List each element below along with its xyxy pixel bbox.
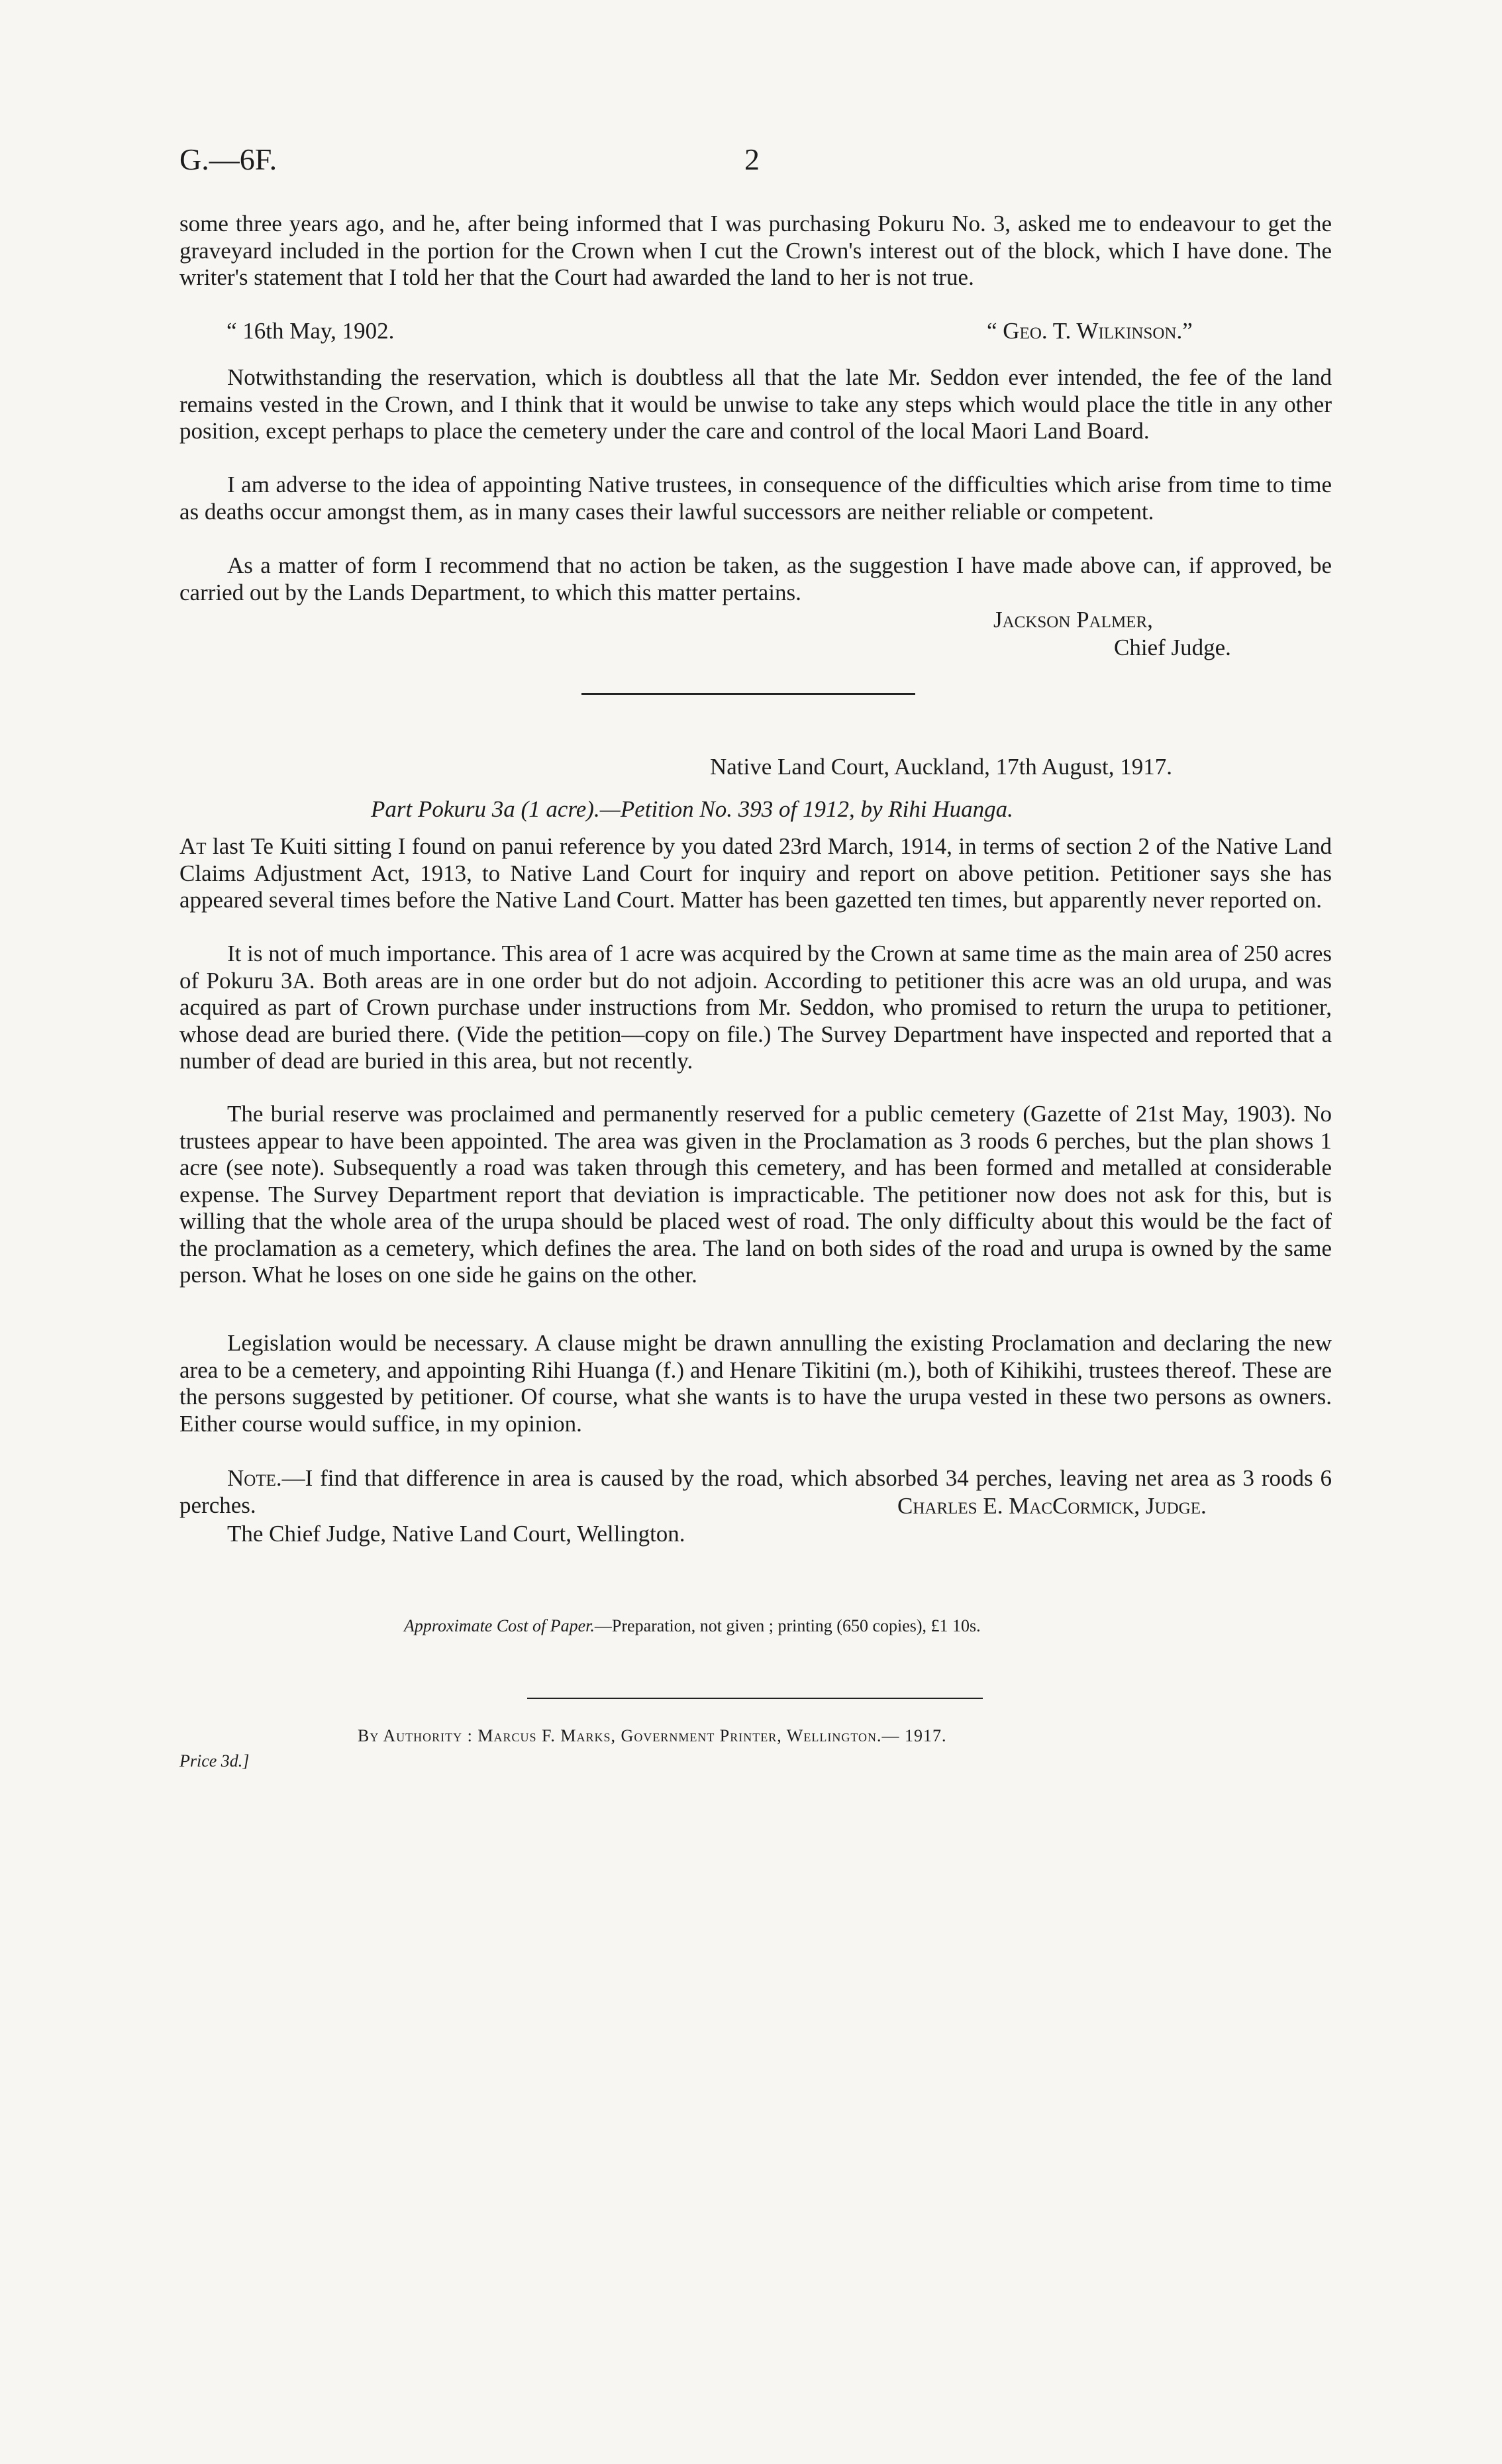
cost-of-paper: [404, 1616, 981, 1636]
cost-details: —Preparation, not given ; printing (650 copies), £1 10s.: [594, 1616, 981, 1635]
palmer-paragraph-2: I am adverse to the idea of appointing Native trustees, in consequence of the difficulties which arise from time to time as deaths occur amongst them, as in many cases their lawful successors are neither reliable or competent.: [179, 472, 1332, 525]
section-divider: [581, 693, 915, 695]
report-subject: Part Pokuru 3a (1 acre).—Petition No. 393 of 1912, by Rihi Huanga.: [371, 796, 1013, 822]
palmer-signature-name: Jackson Palmer,: [993, 607, 1153, 633]
court-dateline: Native Land Court, Auckland, 17th August, 1917.: [710, 754, 1172, 780]
price-label: Price 3d.]: [179, 1751, 250, 1771]
report-paragraph-3: The burial reserve was proclaimed and permanently reserved for a public cemetery (Gazette of 21st May, 1903). No trustees appear to have been appointed. The area was given in the Proclamation as 3 roods 6 perches, but the plan shows 1 acre (see note). Subsequently a road was taken through this cemetery, and has been formed and metalled at considerable expense. The Survey Department report that deviation is impracticable. The petitioner now does not ask for this, but is willing that the whole area of the urupa should be placed west of road. The only difficulty about this would be the fact of the proclamation as a cemetery, which defines the area. The land on both sides of the road and urupa is owned by the same person. What he loses on one side he gains on the other.: [179, 1101, 1332, 1288]
note-text: .—I find that difference in area is caused by the road, which absorbed 34 perches, leaving net area as 3 roods 6 perches.: [179, 1465, 1332, 1518]
cost-label: Approximate Cost of Paper.: [404, 1616, 595, 1635]
report-paragraph-4: Legislation would be necessary. A clause might be drawn annulling the existing Proclamation and declaring the new area to be a cemetery, and appointing Rihi Huanga (f.) and Henare Tikitini (m.), both of Kihikihi, trustees thereof. These are the persons suggested by petitioner. Of course, what she wants is to have the urupa vested in these two persons as owners. Either course would suffice, in my opinion.: [179, 1330, 1332, 1437]
page-number: 2: [744, 142, 760, 176]
report-lead-word: At: [179, 833, 207, 859]
letter-signature: “ Geo. T. Wilkinson.”: [987, 318, 1193, 344]
report-paragraph-2: It is not of much importance. This area of 1 acre was acquired by the Crown at same time as the main area of 250 acres of Pokuru 3A. Both areas are in one order but do not adjoin. According to petitioner this acre was an old urupa, and was acquired as part of Crown purchase under instructions from Mr. Seddon, who promised to return the urupa to petitioner, whose dead are buried there. (Vide the petition—copy on file.) The Survey Department have inspected and reported that a number of dead are buried in this area, but not recently.: [179, 941, 1332, 1074]
letter-paragraph: some three years ago, and he, after being informed that I was purchasing Pokuru No. 3, asked me to endeavour to get the graveyard included in the portion for the Crown when I cut the Crown's interest out of the block, which I have done. The writer's statement that I told her that the Court had awarded the land to her is not true.: [179, 211, 1332, 290]
report-addressee: The Chief Judge, Native Land Court, Wellington.: [227, 1521, 685, 1547]
palmer-signature-title: Chief Judge.: [1114, 635, 1231, 660]
footer-divider: [527, 1698, 983, 1699]
letter-date: “ 16th May, 1902.: [226, 318, 395, 344]
report-paragraph-1: [179, 833, 1332, 914]
document-reference: G.—6F.: [179, 142, 277, 176]
note-label: Note: [227, 1465, 276, 1491]
palmer-paragraph-3: As a matter of form I recommend that no action be taken, as the suggestion I have made above can, if approved, be carried out by the Lands Department, to which this matter pertains.: [179, 552, 1332, 605]
report-paragraph-1-text: last Te Kuiti sitting I found on panui reference by you dated 23rd March, 1914, in terms of section 2 of the Native Land Claims Adjustment Act, 1913, to Native Land Court for inquiry and report on above petition. Petitioner says she has appeared several times before the Native Land Court. Matter has been gazetted ten times, but apparently never reported on.: [179, 833, 1332, 913]
printer-authority: By Authority : Marcus F. Marks, Government Printer, Wellington.— 1917.: [358, 1726, 947, 1745]
palmer-paragraph-1: Notwithstanding the reservation, which is doubtless all that the late Mr. Seddon ever intended, the fee of the land remains vested in the Crown, and I think that it would be unwise to take any steps which would place the title in any other position, except perhaps to place the cemetery under the care and control of the local Maori Land Board.: [179, 364, 1332, 444]
report-signature: Charles E. MacCormick, Judge.: [891, 1493, 1207, 1519]
